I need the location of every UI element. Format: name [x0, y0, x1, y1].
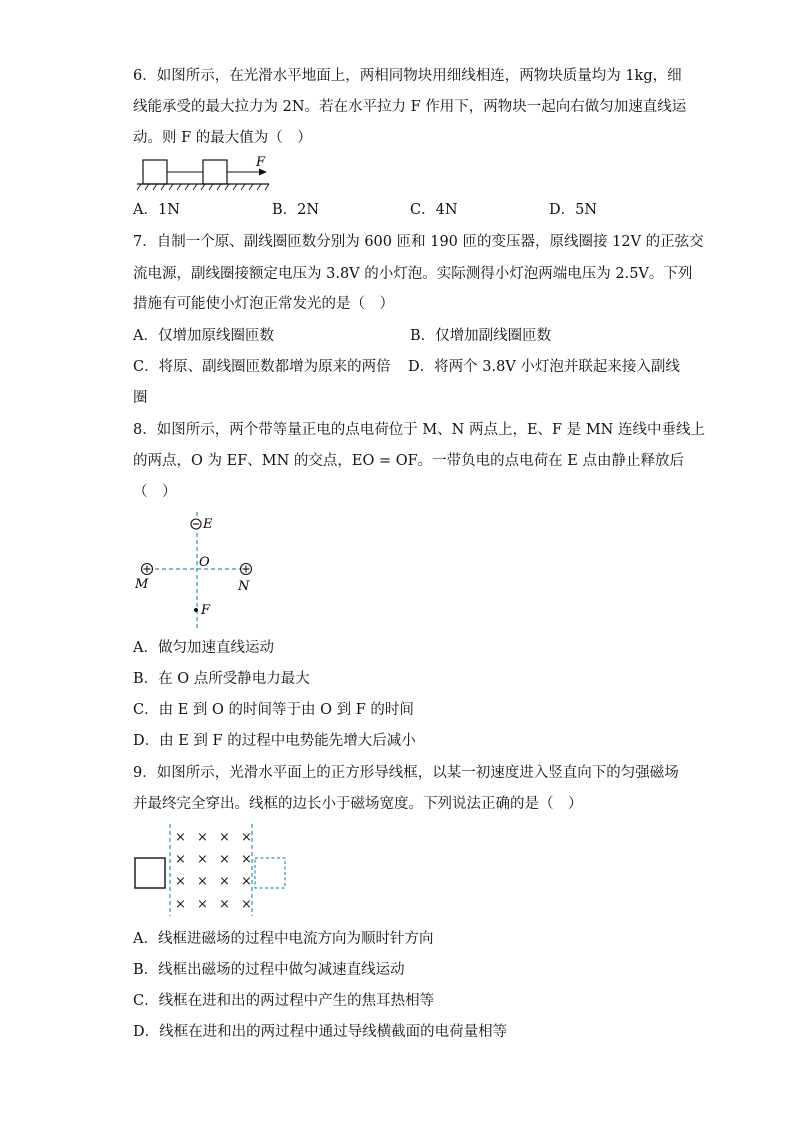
q8-stem-line-1: 8．如图所示，两个带等量正电的点电荷位于 M、N 两点上，E、F 是 MN 连线中垂线上 — [133, 422, 705, 438]
svg-text:×: × — [219, 830, 230, 845]
svg-text:×: × — [219, 897, 230, 912]
q9-option-c[interactable]: C．线框在进和出的两过程中产生的焦耳热相等 — [133, 993, 435, 1009]
svg-text:×: × — [197, 830, 208, 845]
label-o: O — [199, 555, 210, 570]
q6-option-d[interactable]: D．5N — [549, 202, 598, 218]
q7-stem-line-2: 流电源，副线圈接额定电压为 3.8V 的小灯泡。实际测得小灯泡两端电压为 2.5V。下列 — [133, 266, 693, 282]
q7-option-a[interactable]: A．仅增加原线圈匝数 — [133, 328, 274, 344]
svg-text:×: × — [175, 874, 186, 889]
q7-stem-line-3: 措施有可能使小灯泡正常发光的是（ ） — [133, 296, 394, 312]
q8-option-a[interactable]: A．做匀加速直线运动 — [133, 640, 274, 656]
q9-option-b[interactable]: B．线框出磁场的过程中做匀减速直线运动 — [133, 962, 405, 978]
svg-text:×: × — [175, 852, 186, 867]
q9-option-a[interactable]: A．线框进磁场的过程中电流方向为顺时针方向 — [133, 931, 434, 947]
q6-option-b[interactable]: B．2N — [272, 202, 320, 218]
q7-option-d[interactable]: D．将两个 3.8V 小灯泡并联起来接入副线 — [408, 359, 680, 375]
q6-option-a[interactable]: A．1N — [133, 202, 180, 218]
q8-option-d[interactable]: D．由 E 到 F 的过程中电势能先增大后减小 — [133, 733, 416, 749]
svg-text:×: × — [241, 874, 252, 889]
q9-magnetic-field-figure — [130, 822, 300, 918]
svg-text:×: × — [197, 897, 208, 912]
block-right — [203, 160, 227, 184]
q6-stem-line-2: 线能承受的最大拉力为 2N。若在水平拉力 F 作用下，两物块一起向右做匀加速直线运 — [133, 99, 687, 115]
q9-option-d[interactable]: D．线框在进和出的两过程中通过导线横截面的电荷量相等 — [133, 1024, 508, 1040]
q7-option-c[interactable]: C．将原、副线圈匝数都增为原来的两倍 — [133, 359, 391, 375]
field-into-page-symbols — [175, 830, 252, 912]
svg-text:×: × — [219, 874, 230, 889]
svg-text:×: × — [241, 897, 252, 912]
svg-text:×: × — [197, 852, 208, 867]
svg-text:×: × — [241, 830, 252, 845]
force-label: F — [256, 155, 266, 170]
q7-stem-line-1: 7．自制一个原、副线圈匝数分别为 600 匝和 190 匝的变压器，原线圈接 12V 的正弦交 — [133, 234, 704, 250]
svg-text:×: × — [219, 852, 230, 867]
ground-hatching — [137, 184, 269, 190]
q6-stem-line-1: 6．如图所示，在光滑水平地面上，两相同物块用细线相连，两物块质量均为 1kg，细 — [133, 68, 682, 84]
q8-charges-figure — [130, 508, 260, 632]
svg-text:×: × — [175, 897, 186, 912]
q8-option-b[interactable]: B．在 O 点所受静电力最大 — [133, 671, 310, 687]
q7-option-b[interactable]: B．仅增加副线圈匝数 — [410, 328, 552, 344]
label-e: E — [203, 517, 213, 532]
q8-option-c[interactable]: C．由 E 到 O 的时间等于由 O 到 F 的时间 — [133, 702, 414, 718]
point-f-dot — [194, 608, 198, 612]
label-f: F — [201, 603, 211, 618]
coil-exit-position — [255, 858, 285, 888]
q8-stem-line-2: 的两点，O 为 EF、MN 的交点，EO = OF。一带负电的点电荷在 E 点由静止释放后 — [133, 453, 684, 469]
square-coil — [135, 858, 165, 888]
q7-option-d-continued: 圈 — [133, 390, 148, 406]
svg-text:×: × — [175, 830, 186, 845]
q8-stem-line-3: （ ） — [133, 484, 177, 500]
q9-stem-line-1: 9．如图所示，光滑水平面上的正方形导线框，以某一初速度进入竖直向下的匀强磁场 — [133, 765, 679, 781]
q9-stem-line-2: 并最终完全穿出。线框的边长小于磁场宽度。下列说法正确的是（ ） — [133, 796, 583, 812]
svg-text:×: × — [197, 874, 208, 889]
q6-option-c[interactable]: C．4N — [410, 202, 458, 218]
label-n: N — [238, 579, 250, 594]
label-m: M — [135, 577, 149, 592]
svg-text:×: × — [241, 852, 252, 867]
block-left — [143, 160, 167, 184]
q6-stem-line-3: 动。则 F 的最大值为（ ） — [133, 130, 312, 146]
q6-blocks-figure — [133, 152, 273, 194]
